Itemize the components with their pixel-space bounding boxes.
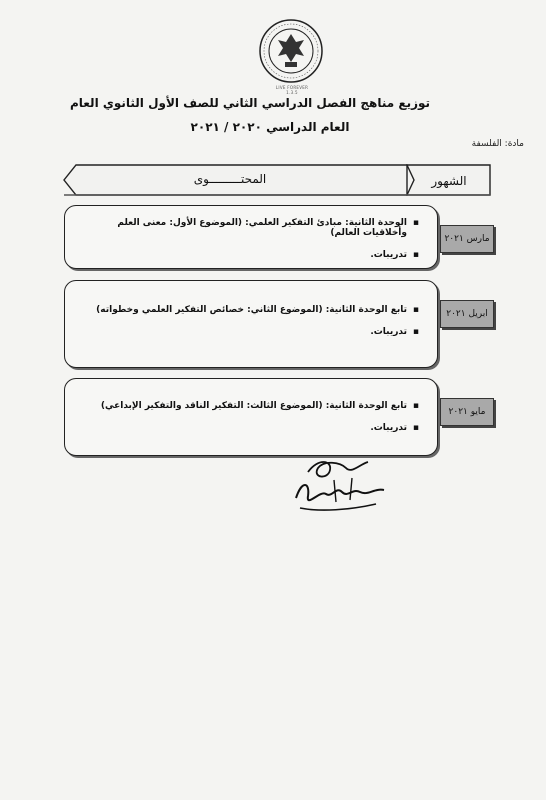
subject-label: مادة: الفلسفة bbox=[471, 139, 524, 149]
content-list bbox=[65, 206, 437, 260]
month-cell: مايو ٢٠٢١ bbox=[440, 398, 494, 426]
list-item: ▪ تدريبات. bbox=[75, 250, 419, 260]
list-item: ▪ تدريبات. bbox=[75, 327, 419, 337]
list-item: ▪ تدريبات. bbox=[75, 423, 419, 433]
month-cell: ابريل ٢٠٢١ bbox=[440, 300, 494, 328]
content-box bbox=[64, 378, 438, 456]
content-box bbox=[64, 205, 438, 269]
list-item: ▪ تابع الوحدة الثانية: (الموضوع الثاني: خصائص التفكير العلمي وخطواته) bbox=[75, 305, 419, 315]
ministry-seal-icon bbox=[258, 18, 324, 84]
content-list bbox=[65, 281, 437, 337]
list-item: ▪ الوحدة الثانية: مبادئ التفكير العلمي: (الموضوع الأول: معنى العلم وأخلاقيات العالم) bbox=[75, 218, 419, 238]
handwritten-signature-icon bbox=[290, 450, 390, 520]
content-box bbox=[64, 280, 438, 368]
seal-caption: LIVE FOREVER 1.3.5 bbox=[275, 85, 309, 95]
header-months: الشهور bbox=[431, 174, 467, 188]
content-list bbox=[65, 379, 437, 433]
academic-year: العام الدراسي ٢٠٢٠ / ٢٠٢١ bbox=[190, 120, 350, 134]
header-content: المحتـــــــــوى bbox=[193, 172, 267, 186]
list-item: ▪ تابع الوحدة الثانية: (الموضوع الثالث: التفكير الناقد والتفكير الإبداعي) bbox=[75, 401, 419, 411]
document-title: توزيع مناهج الفصل الدراسي الثاني للصف الأول الثانوي العام bbox=[69, 96, 431, 110]
month-cell: مارس ٢٠٢١ bbox=[440, 225, 494, 253]
